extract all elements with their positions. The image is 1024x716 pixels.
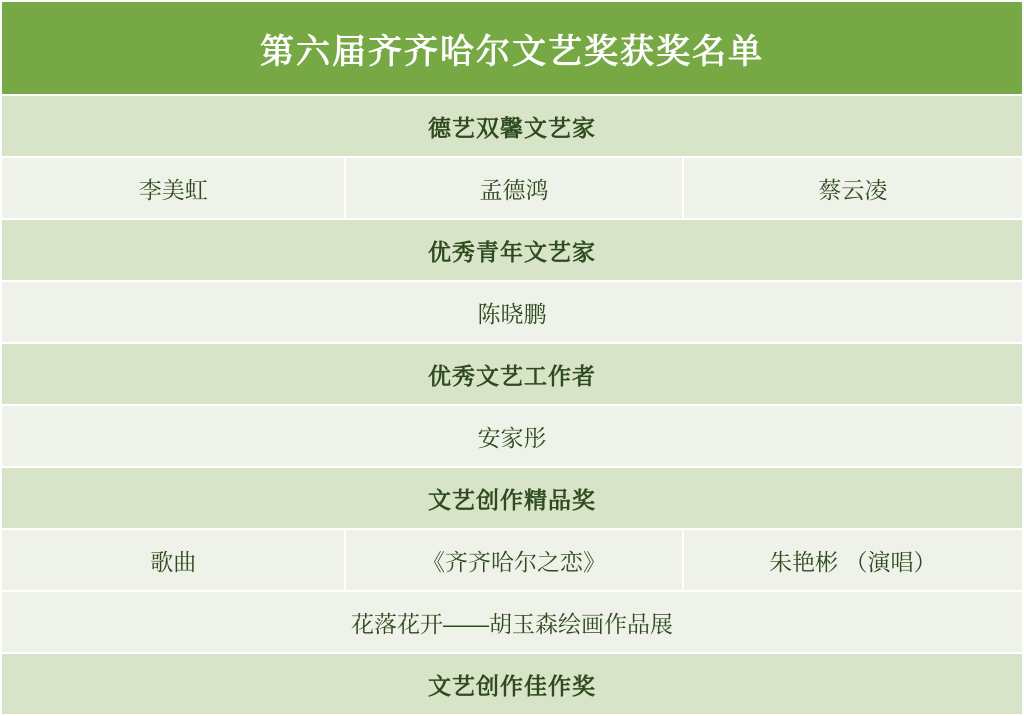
table-body — [1, 1, 1023, 715]
section-heading: 优秀文艺工作者 — [1, 343, 1023, 405]
table-cell: 蔡云凌 — [683, 157, 1023, 219]
section-heading: 文艺创作佳作奖 — [1, 653, 1023, 715]
table-cell: 《齐齐哈尔之恋》 — [345, 529, 682, 591]
section-heading-row — [1, 653, 1023, 715]
section-heading-row — [1, 467, 1023, 529]
section-heading-row — [1, 95, 1023, 157]
table-cell: 歌曲 — [1, 529, 345, 591]
page-title: 第六届齐齐哈尔文艺奖获奖名单 — [1, 1, 1023, 95]
table-row — [1, 405, 1023, 467]
table-cell: 李美虹 — [1, 157, 345, 219]
table-cell: 安家彤 — [1, 405, 1023, 467]
table-row — [1, 591, 1023, 653]
table-cell: 孟德鸿 — [345, 157, 682, 219]
section-heading-row — [1, 219, 1023, 281]
section-heading: 优秀青年文艺家 — [1, 219, 1023, 281]
table-cell: 花落花开——胡玉森绘画作品展 — [1, 591, 1023, 653]
section-heading-row — [1, 343, 1023, 405]
table-row — [1, 529, 1023, 591]
section-heading: 德艺双馨文艺家 — [1, 95, 1023, 157]
table-row — [1, 157, 1023, 219]
table-cell: 朱艳彬 （演唱） — [683, 529, 1023, 591]
section-heading: 文艺创作精品奖 — [1, 467, 1023, 529]
table-cell: 陈晓鹏 — [1, 281, 1023, 343]
table-row — [1, 281, 1023, 343]
table-title-row — [1, 1, 1023, 95]
